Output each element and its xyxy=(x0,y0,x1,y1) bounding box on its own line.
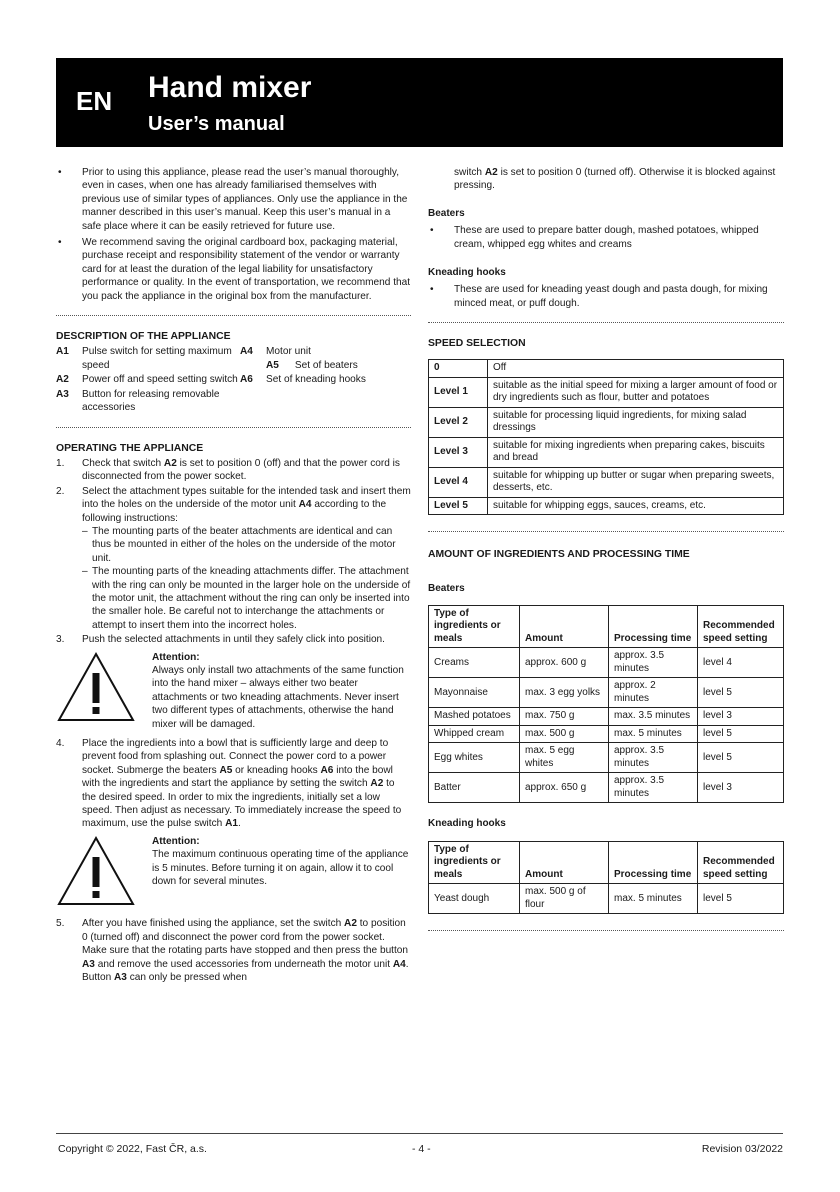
attention-heading: Attention: xyxy=(152,835,200,847)
table-row xyxy=(429,377,784,407)
table-row: Yeast dough max. 500 g of flour max. 5 minutes level 5 xyxy=(429,884,784,914)
parts-list xyxy=(56,345,411,414)
attention-box xyxy=(56,651,411,731)
part-code: A4 xyxy=(240,346,253,358)
column-header: Type of ingredients or meals xyxy=(429,605,520,648)
intro-item: • We recommend saving the original cardboard box, packaging material, purchase receipt and responsibility statement of the vendor or warranty card for at least the duration of the legal liability for unsatisfactory performance or quality. In the event of transportation, we recommend that you pack the appliance in the original box from the manufacturer. xyxy=(56,236,411,303)
table-row: Batter approx. 650 g approx. 3.5 minutes level 3 xyxy=(429,773,784,803)
document-subtitle: User’s manual xyxy=(148,113,285,135)
column-header: Recommended speed setting xyxy=(698,605,784,648)
amount-title: AMOUNT OF INGREDIENTS AND PROCESSING TIME xyxy=(428,549,690,561)
hooks-heading: Kneading hooks xyxy=(428,267,506,279)
table-row: Creams approx. 600 g approx. 3.5 minutes level 4 xyxy=(429,648,784,678)
part-code: A2 xyxy=(56,374,69,386)
intro-list xyxy=(56,166,411,303)
page-header xyxy=(56,58,783,147)
speed-level: Level 1 xyxy=(429,377,488,407)
right-column xyxy=(428,166,784,945)
step-1: 1. Check that switch A2 is set to position 0 (off) and that the power cord is disconnected from the power socket. xyxy=(56,457,400,483)
table-header-row xyxy=(429,605,784,648)
hooks-table xyxy=(428,841,784,915)
description-title: DESCRIPTION OF THE APPLIANCE xyxy=(56,331,231,343)
table-row xyxy=(429,467,784,497)
speed-desc: Off xyxy=(488,359,784,377)
attention-text: The maximum continuous operating time of the appliance is 5 minutes. Before turning it on again, allow it to cool down for several minutes. xyxy=(152,849,409,888)
column-header: Processing time xyxy=(609,605,698,648)
column-header: Amount xyxy=(520,841,609,884)
divider xyxy=(56,427,411,428)
column-header: Amount xyxy=(520,605,609,648)
table-row: Mashed potatoes max. 750 g max. 3.5 minutes level 3 xyxy=(429,708,784,726)
language-code: EN xyxy=(76,86,113,116)
hooks-text: • These are used for kneading yeast dough and pasta dough, for mixing minced meat, or puff dough. xyxy=(428,283,784,310)
table-row xyxy=(429,359,784,377)
warning-icon xyxy=(56,651,152,731)
step-4: 4. Place the ingredients into a bowl that is sufficiently large and deep to prevent food from splashing out. Connect the power cord to a power socket. Submerge the beaters A5 or kneading hooks A6 into the bowl with the ingredients and start the appliance by setting the switch A2 to the desired speed. In order to mix the ingredients, initially set a low speed. Then adjust as necessary. To immediately increase the speed to maximum, use the pulse switch A1. xyxy=(56,738,402,830)
intro-item: • Prior to using this appliance, please read the user’s manual thoroughly, even in cases, when one has already familiarised themselves with previous use of similar types of appliances. Only use the appliance in the manner described in this user’s manual. Keep this user’s manual in a safe place where it can be easily retrieved for future use. xyxy=(56,166,411,233)
table-row xyxy=(429,497,784,515)
attention-heading: Attention: xyxy=(152,651,200,663)
speed-desc: suitable for whipping eggs, sauces, creams, etc. xyxy=(488,497,784,515)
part-code: A3 xyxy=(56,388,69,400)
part-code: A5 xyxy=(266,359,279,371)
note-item: – The mounting parts of the kneading attachments differ. The attachment with the ring can only be mounted in the larger hole on the underside of the motor unit, the attachment without the ring can only be inserted into the smaller hole. Be careful not to interchange the attachments or attempt to insert them into the incorrect holes. xyxy=(82,565,411,632)
speed-title: SPEED SELECTION xyxy=(428,338,526,350)
divider xyxy=(428,930,784,931)
part-label: Button for releasing removable accessories xyxy=(82,388,220,414)
revision: Revision 03/2022 xyxy=(701,1143,783,1155)
table-row: Egg whites max. 5 egg whites approx. 3.5 minutes level 5 xyxy=(429,743,784,773)
speed-table xyxy=(428,359,784,516)
copyright: Copyright © 2022, Fast ČR, a.s. xyxy=(58,1143,207,1155)
beaters-table-heading: Beaters xyxy=(428,582,465,594)
part-label: Pulse switch for setting maximum speed xyxy=(82,346,232,371)
beaters-list xyxy=(428,224,784,251)
part-label: Power off and speed setting switch xyxy=(82,374,238,386)
column-header: Processing time xyxy=(609,841,698,884)
speed-desc: suitable as the initial speed for mixing a larger amount of food or dry ingredients such as flour, butter and potatoes xyxy=(488,377,784,407)
operating-title: OPERATING THE APPLIANCE xyxy=(56,442,204,454)
step-5: 5. After you have finished using the appliance, set the switch A2 to position 0 (turned off) and disconnect the power cord from the power socket. Make sure that the rotating parts have stopped and then press the button A3 and remove the used accessories from underneath the motor unit A4. Button A3 can only be pressed when xyxy=(56,918,409,983)
hooks-table-heading: Kneading hooks xyxy=(428,818,506,830)
operating-steps-end xyxy=(56,917,411,984)
step-2-notes xyxy=(82,525,411,632)
beaters-table xyxy=(428,605,784,804)
step-2: 2. Select the attachment types suitable for the intended task and insert them into the holes on the underside of the motor unit A4 according to the following instructions: – The mounting parts of the beater attachments are identical and can thus be mounted in either of the holes on the underside of the motor unit. – The mounting parts of the kneading attachments differ. The attachment with the ring can only be mounted in the larger hole on the underside of the motor unit, the attachment without the ring can only be inserted into the smaller hole. Be careful not to interchange the attachments or attempt to insert them into the incorrect holes. xyxy=(56,485,411,632)
speed-desc: suitable for mixing ingredients when preparing cakes, biscuits and bread xyxy=(488,437,784,467)
attention-text: Always only install two attachments of the same function into the hand mixer – always either two beater attachments or two kneading attachments. Never insert two different types of attachments, otherwise the hand mixer will be damaged. xyxy=(152,665,404,730)
table-row: Whipped cream max. 500 g max. 5 minutes level 5 xyxy=(429,725,784,743)
left-column xyxy=(56,166,411,985)
beaters-text: • These are used to prepare batter dough, mashed potatoes, whipped cream, whipped egg whites and creams xyxy=(428,224,784,251)
part-code: A1 xyxy=(56,346,69,358)
document-title: Hand mixer xyxy=(148,71,312,104)
attention-box xyxy=(56,835,411,911)
divider xyxy=(428,322,784,323)
speed-level: Level 3 xyxy=(429,437,488,467)
operating-steps xyxy=(56,457,411,647)
hooks-list xyxy=(428,283,784,310)
part-label: Motor unit A5 Set of beaters xyxy=(266,346,358,371)
operating-steps-cont xyxy=(56,737,411,831)
page-number: - 4 - xyxy=(412,1143,431,1155)
table-row xyxy=(429,437,784,467)
part-label: Set of kneading hooks xyxy=(266,374,366,386)
speed-desc: suitable for whipping up butter or sugar when preparing sweets, desserts, etc. xyxy=(488,467,784,497)
table-row xyxy=(429,407,784,437)
beaters-heading: Beaters xyxy=(428,207,465,219)
note-item: – The mounting parts of the beater attachments are identical and can thus be mounted in either of the holes on the underside of the motor unit. xyxy=(82,525,411,565)
table-row: Mayonnaise max. 3 egg yolks approx. 2 minutes level 5 xyxy=(429,678,784,708)
divider xyxy=(56,315,411,316)
step-3: 3. Push the selected attachments in until they safely click into position. xyxy=(56,634,385,646)
speed-level: 0 xyxy=(429,359,488,377)
part-label: Set of beaters xyxy=(294,359,358,371)
speed-level: Level 2 xyxy=(429,407,488,437)
speed-desc: suitable for processing liquid ingredients, for mixing salad dressings xyxy=(488,407,784,437)
part-code: A6 xyxy=(240,374,253,386)
speed-level: Level 4 xyxy=(429,467,488,497)
column-header: Type of ingredients or meals xyxy=(429,841,520,884)
step-5-continuation: switch A2 is set to position 0 (turned off). Otherwise it is blocked against pressing. xyxy=(454,167,776,192)
column-header: Recommended speed setting xyxy=(698,841,784,884)
speed-level: Level 5 xyxy=(429,497,488,515)
divider xyxy=(428,531,784,532)
table-header-row xyxy=(429,841,784,884)
warning-icon xyxy=(56,835,152,911)
page-footer xyxy=(56,1133,783,1155)
